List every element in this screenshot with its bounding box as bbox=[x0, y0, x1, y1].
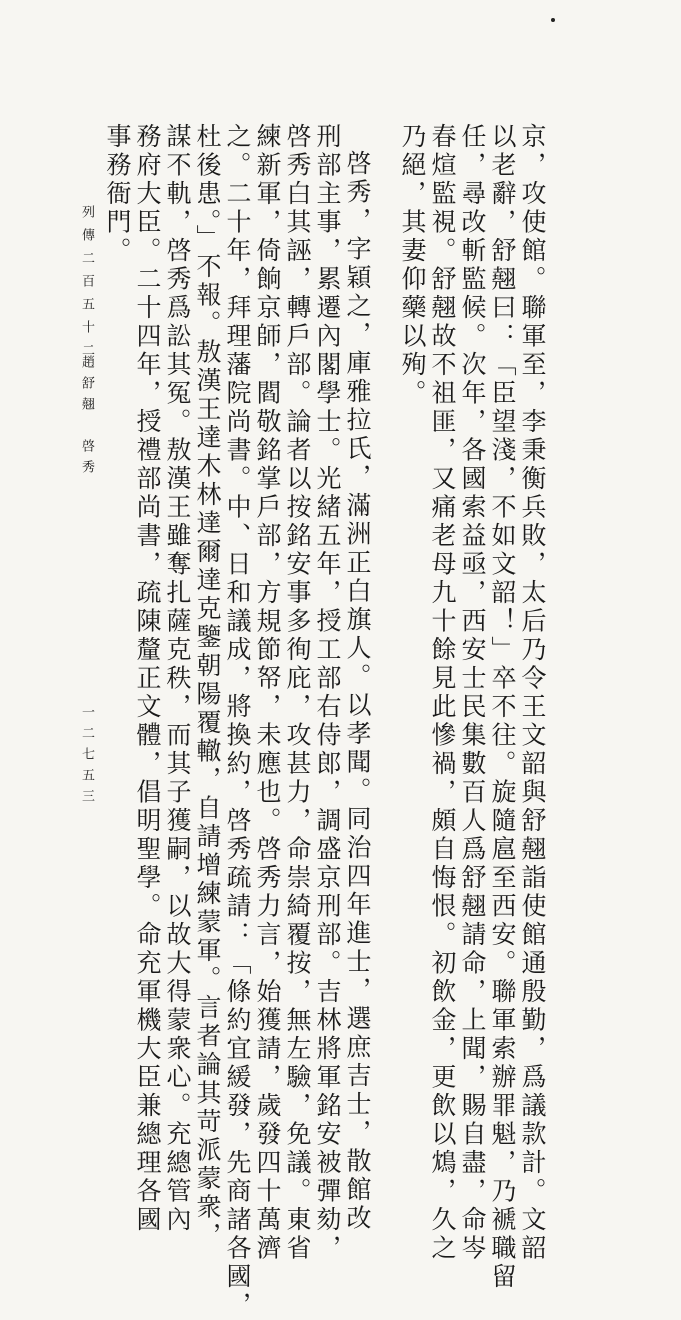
text-line: 謀不軌，啓秀爲訟其冤。敖漢王雖奪扎薩克秩，而其子獲嗣，以故大得蒙衆心。充總管內 bbox=[163, 123, 192, 1235]
biography-names: 趙舒翹 啓秀 bbox=[79, 355, 94, 481]
text-line: 啓秀白其誣，轉戶部。論者以按銘安事多徇庇，攻甚力，命崇綺覆按，無左驗，免議。東省 bbox=[283, 123, 312, 1263]
text-line: 啓秀，字穎之，庫雅拉氏，滿洲正白旗人。以孝聞。同治四年進士，選庶吉士，散館改 bbox=[343, 150, 372, 1233]
page-mark bbox=[551, 18, 555, 22]
text-line: 務府大臣。二十四年，授禮部尚書，疏陳釐正文體，倡明聖學。命充軍機大臣兼總理各國 bbox=[133, 123, 162, 1235]
text-line: 任，尋改斬監候。次年，各國索益亟，西安士民集數百人爲舒翹請命，上聞，賜自盡，命岑 bbox=[458, 123, 487, 1263]
text-line: 以老辭，舒翹曰：「臣望淺，不如文韶！」卒不往。旋隨扈至西安。聯軍索辦罪魁，乃褫職留 bbox=[488, 123, 517, 1292]
text-line: 練新軍，倚餉京師，閻敬銘掌戶部，方規節帑，未應也。啓秀力言，始獲請，歲發四十萬濟 bbox=[253, 123, 282, 1263]
text-line: 春煊監視。舒翹故不祖匪，又痛老母九十餘見此慘禍，頗自悔恨。初飲金，更飲以鴆，久之 bbox=[428, 123, 457, 1263]
text-line: 杜後患。」不報。敖漢王達木林達爾達克鑒朝陽覆轍，自請增練蒙軍。言者論其苛派蒙衆， bbox=[193, 123, 222, 1251]
text-line: 刑部主事，累遷內閣學士。光緒五年，授工部右侍郎，調盛京刑部。吉林將軍銘安被彈劾， bbox=[313, 123, 342, 1263]
text-line: 之。二十年，拜理藩院尚書。中、日和議成，將換約，啓秀疏請：「條約宜緩發，先商諸各國， bbox=[223, 123, 252, 1320]
text-line: 乃絕，其妻仰藥以殉。 bbox=[398, 123, 427, 408]
juan-label: 列傳二百五十二 bbox=[79, 205, 94, 366]
page-number: 一二七五三 bbox=[79, 705, 94, 810]
text-line: 京，攻使館。聯軍至，李秉衡兵敗，太后乃令王文韶與舒翹詣使館通殷勤，爲議款計。文韶 bbox=[518, 123, 547, 1263]
text-line: 事務衙門。 bbox=[103, 123, 132, 266]
